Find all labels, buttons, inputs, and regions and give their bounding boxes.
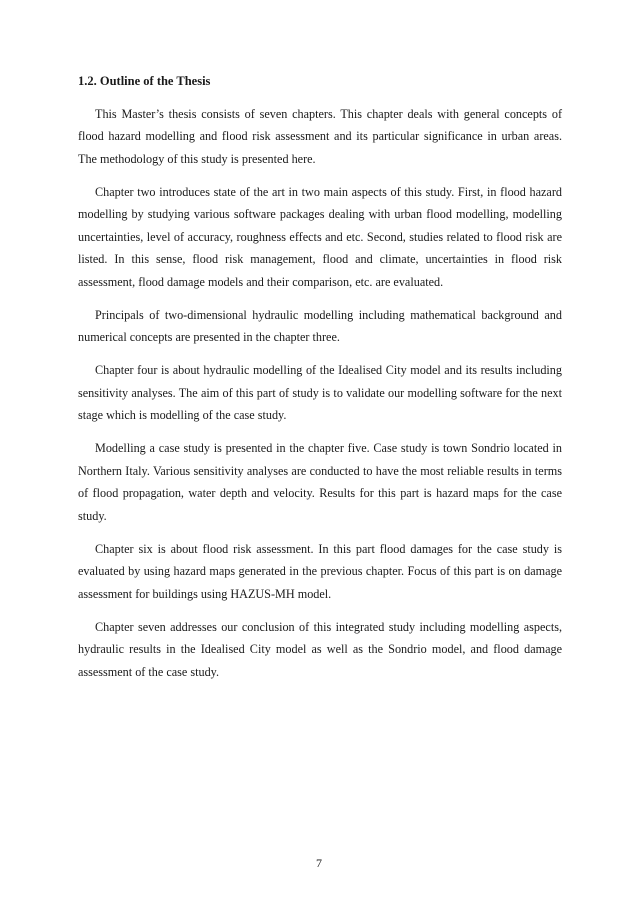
section-heading: 1.2. Outline of the Thesis — [78, 74, 211, 88]
paragraph-chapter-four: Chapter four is about hydraulic modelling of the Idealised City model and its results including sensitivity analyses. The aim of this part of study is to validate our modelling software for the next stage which is modelling of the case study. — [78, 363, 562, 423]
paragraph-chapter-three: Principals of two-dimensional hydraulic modelling including mathematical background and numerical concepts are presented in the chapter three. — [78, 307, 562, 345]
paragraph-chapter-five: Modelling a case study is presented in the chapter five. Case study is town Sondrio located in Northern Italy. Various sensitivity analyses are conducted to have the most reliable results in terms of flood propagation, water depth and velocity. Results for this part is hazard maps for the case study. — [78, 441, 562, 523]
paragraph-chapter-seven: Chapter seven addresses our conclusion of this integrated study including modelling aspects, hydraulic results in the Idealised City model as well as the Sondrio model, and flood damage assessment of the case study. — [78, 619, 562, 679]
page-number: 7 — [316, 856, 322, 870]
paragraph-intro: This Master’s thesis consists of seven chapters. This chapter deals with general concepts of flood hazard modelling and flood risk assessment and its particular significance in urban areas. The methodology of this study is presented here. — [78, 107, 562, 166]
paragraph-chapter-two: Chapter two introduces state of the art in two main aspects of this study. First, in flood hazard modelling by studying various software packages dealing with urban flood modelling, modelling uncertainties, level of accuracy, roughness effects and etc. Second, studies related to flood risk are listed. In this sense, flood risk management, flood and climate, uncertainties in flood risk assessment, flood damage models and their comparison, etc. are evaluated. — [78, 185, 562, 289]
body-text — [78, 103, 562, 694]
paragraph-chapter-six: Chapter six is about flood risk assessment. In this part flood damages for the case study is evaluated by using hazard maps generated in the previous chapter. Focus of this part is on damage assessment for buildings using HAZUS-MH model. — [78, 541, 562, 601]
